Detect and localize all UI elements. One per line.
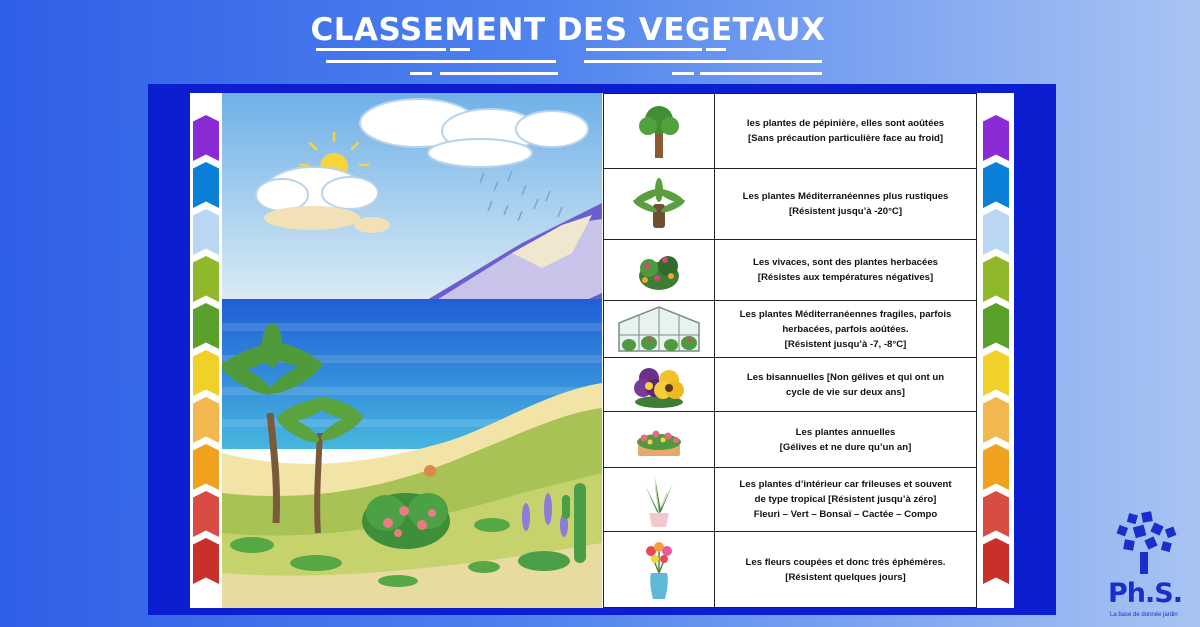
flowering-bush-icon: [362, 493, 450, 549]
row-description: [715, 169, 976, 239]
ribbon-chevron: [193, 256, 219, 302]
color-ribbon-right: [983, 115, 1009, 590]
description-line: [Gélives et ne dure qu’un an]: [779, 441, 912, 453]
logo-text: Ph.S.: [1108, 578, 1182, 609]
description-line: herbacées, parfois aoûtées.: [782, 323, 909, 335]
table-row: [603, 531, 977, 608]
row-description: [715, 412, 976, 467]
table-row: [603, 300, 977, 358]
flower-box-icon: [604, 412, 715, 467]
ribbon-chevron: [983, 209, 1009, 255]
perennial-bush-icon: [604, 240, 715, 300]
ribbon-chevron: [193, 397, 219, 443]
ribbon-chevron: [193, 303, 219, 349]
color-ribbon-left: [193, 115, 219, 590]
table-row: [603, 93, 977, 169]
ribbon-chevron: [193, 444, 219, 490]
ribbon-chevron: [983, 350, 1009, 396]
ribbon-chevron: [193, 538, 219, 584]
tree-icon: [604, 94, 715, 168]
description-line: de type tropical [Résistent jusqu’à zéro]: [754, 494, 937, 505]
description-line: Les bisannuelles [Non gélives et qui ont un: [746, 371, 945, 383]
description-line: Les plantes Méditerranéennes fragiles, parfois: [739, 308, 952, 320]
ribbon-chevron: [983, 397, 1009, 443]
description-line: Les plantes Méditerranéennes plus rustiques: [742, 191, 949, 202]
row-description: [715, 532, 976, 607]
description-line: cycle de vie sur deux ans]: [786, 386, 905, 398]
row-description: [715, 301, 976, 357]
flower-vase-icon: [604, 532, 715, 607]
ribbon-chevron: [983, 444, 1009, 490]
ribbon-chevron: [193, 350, 219, 396]
ribbon-chevron: [983, 115, 1009, 161]
row-description: [715, 240, 976, 300]
description-line: [Résistent quelques jours]: [785, 571, 906, 583]
page-title: CLASSEMENT DES VEGETAUX: [310, 12, 826, 48]
table-row: [603, 168, 977, 240]
ribbon-chevron: [983, 256, 1009, 302]
ribbon-chevron: [983, 491, 1009, 537]
ribbon-chevron: [193, 209, 219, 255]
classification-table: [603, 93, 977, 608]
table-row: [603, 467, 977, 532]
pansy-icon: [604, 358, 715, 411]
row-description: [715, 468, 976, 531]
row-description: [715, 94, 976, 168]
greenhouse-icon: [604, 301, 715, 357]
ribbon-chevron: [983, 538, 1009, 584]
description-line: Les fleurs coupées et donc très éphémères.: [745, 556, 946, 568]
row-description: [715, 358, 976, 411]
ribbon-chevron: [983, 303, 1009, 349]
description-line: [Résistent jusqu’à -20°C]: [788, 206, 903, 217]
table-row: [603, 357, 977, 412]
ribbon-chevron: [193, 162, 219, 208]
description-line: [Résistent jusqu’à -7, -8°C]: [784, 338, 907, 350]
description-line: [Sans précaution particulière face au froid]: [747, 133, 944, 144]
description-line: Les plantes annuelles: [795, 426, 896, 438]
ribbon-chevron: [983, 162, 1009, 208]
ribbon-chevron: [193, 491, 219, 537]
description-line: [Résistes aux températures négatives]: [757, 272, 934, 283]
potted-plant-icon: [604, 468, 715, 531]
description-line: Les plantes d’intérieur car frileuses et souvent: [739, 479, 952, 490]
table-row: [603, 411, 977, 468]
table-row: [603, 239, 977, 301]
description-line: les plantes de pépinière, elles sont aoûtées: [746, 118, 945, 129]
landscape-illustration: [222, 93, 602, 608]
description-line: Fleuri – Vert – Bonsaï – Cactée – Compo: [753, 509, 938, 520]
palm-pot-icon: [604, 169, 715, 239]
description-line: Les vivaces, sont des plantes herbacées: [752, 257, 939, 268]
logo-subtitle: La base de donnée jardin: [1110, 612, 1178, 618]
ribbon-chevron: [193, 115, 219, 161]
